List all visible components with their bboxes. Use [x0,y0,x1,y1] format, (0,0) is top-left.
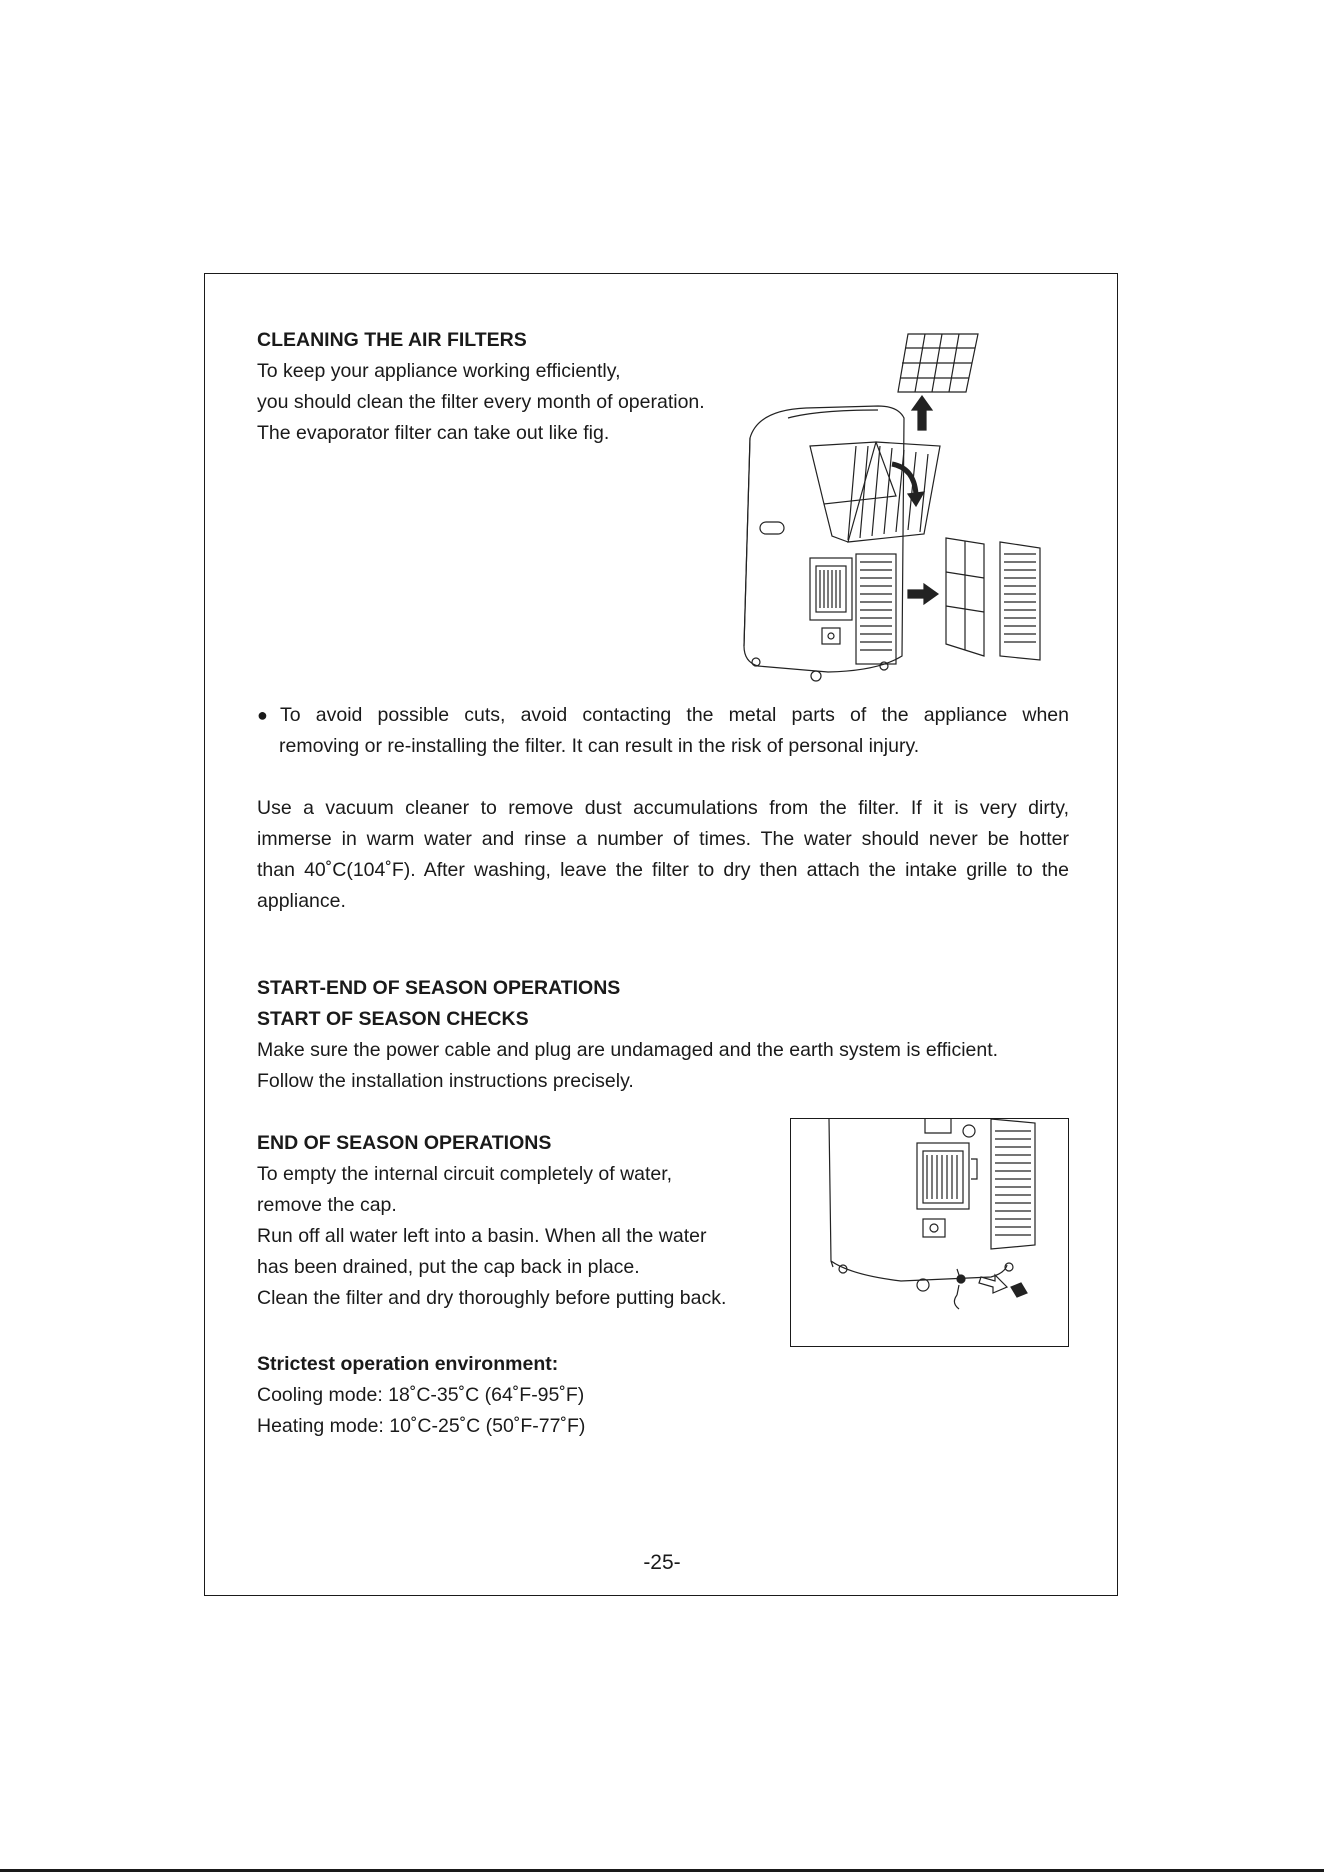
text-line: To keep your appliance working efficiently, [257,360,621,382]
text-line: Follow the installation instructions precisely. [257,1070,634,1092]
text-line: Use a vacuum cleaner to remove dust accumulations from the filter. If it is very dirty, [257,797,1069,819]
text-line: immerse in warm water and rinse a number of times. The water should never be hotter [257,828,1069,850]
drain-cap-illustration [791,1119,1069,1347]
heading-start-season-checks: START OF SEASON CHECKS [257,1008,529,1030]
side-grille-panel [1000,542,1040,660]
text-line: Run off all water left into a basin. When all the water [257,1225,707,1247]
text-line: To empty the internal circuit completely of water, [257,1163,673,1185]
text-line: has been drained, put the cap back in place. [257,1256,640,1278]
top-filter-grid [898,334,978,392]
lower-grille [856,554,896,664]
heating-mode-range: Heating mode: 10˚C-25˚C (50˚F-77˚F) [257,1415,586,1437]
text-line: Clean the filter and dry thoroughly before putting back. [257,1287,727,1309]
text-line: you should clean the filter every month of operation. [257,391,705,413]
drain-cap-illustration-frame [790,1118,1069,1347]
warning-text-line1: To avoid possible cuts, avoid contacting the metal parts of the appliance when [280,704,1069,726]
page-number: -25- [643,1551,681,1574]
warning-text-line2: removing or re-installing the filter. It can result in the risk of personal injury. [279,735,920,757]
washing-paragraph [257,793,1069,917]
text-line: remove the cap. [257,1194,397,1216]
heading-start-end-season: START-END OF SEASON OPERATIONS [257,977,621,999]
heading-end-season-operations: END OF SEASON OPERATIONS [257,1132,552,1154]
bullet-icon: ● [257,705,268,725]
text-line: Make sure the power cable and plug are undamaged and the earth system is efficient. [257,1039,999,1061]
heading-cleaning-air-filters: CLEANING THE AIR FILTERS [257,329,527,351]
side-filter-frame [946,538,984,656]
filter-removal-illustration [728,326,1058,688]
text-line: The evaporator filter can take out like fig. [257,422,610,444]
cooling-mode-range: Cooling mode: 18˚C-35˚C (64˚F-95˚F) [257,1384,585,1406]
text-line: appliance. [257,890,346,912]
text-line: than 40˚C(104˚F). After washing, leave the filter to dry then attach the intake grille to the [257,859,1069,881]
heading-operation-environment: Strictest operation environment: [257,1353,559,1375]
